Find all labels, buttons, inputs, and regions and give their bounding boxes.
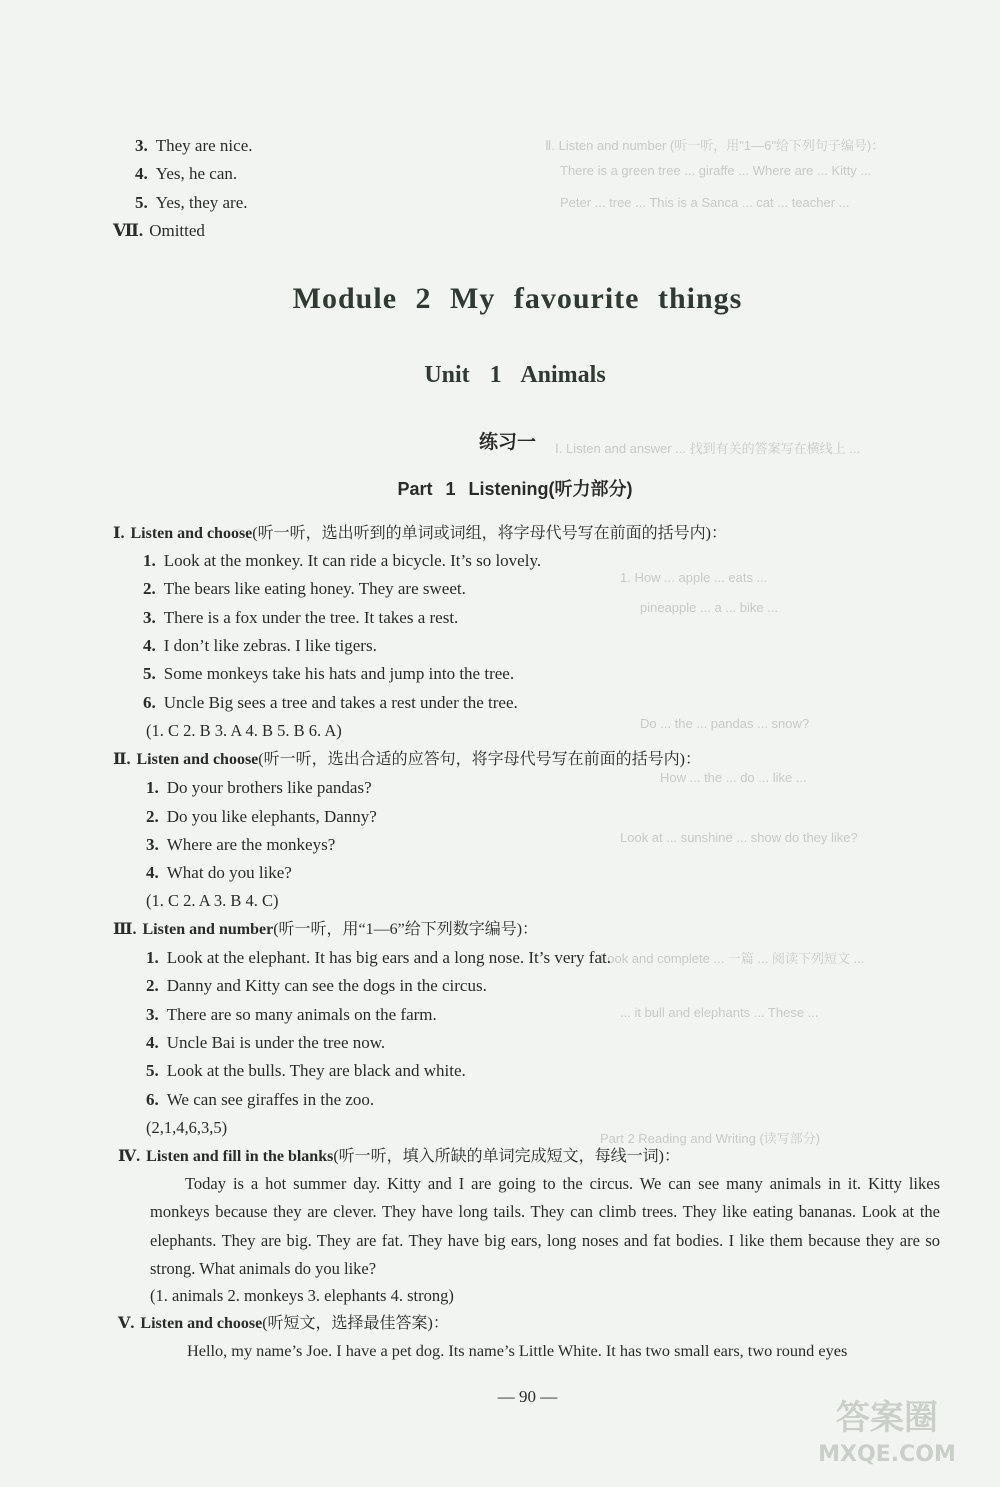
- section-heading: [113, 749, 701, 771]
- bleed-through: Do ... the ... pandas ... snow?: [640, 716, 810, 731]
- item-text: Danny and Kitty can see the dogs in the circus.: [166, 976, 487, 995]
- item-number: 4.: [146, 863, 159, 882]
- item-number: 5.: [146, 1061, 159, 1080]
- roman-numeral: Ⅳ.: [118, 1148, 141, 1165]
- item-text: Do your brothers like pandas?: [166, 778, 372, 797]
- watermark-graphic: [787, 1391, 982, 1469]
- watermark-bottom: MXQE.COM: [818, 1442, 956, 1467]
- item-text: There is a fox under the tree. It takes a rest.: [163, 608, 459, 627]
- answer-key: (1. animals 2. monkeys 3. elephants 4. strong): [150, 1286, 454, 1305]
- list-item: [146, 1060, 466, 1082]
- item-text: We can see giraffes in the zoo.: [166, 1090, 375, 1109]
- item-text: Uncle Big sees a tree and takes a rest under the tree.: [163, 693, 518, 712]
- roman-numeral: Ⅶ.: [113, 221, 144, 240]
- list-item: [146, 777, 372, 799]
- list-item: [135, 135, 253, 157]
- item-number: 1.: [143, 551, 156, 570]
- section-heading: [113, 523, 727, 545]
- bleed-through: Ⅱ. Listen and number (听一听，用"1—6"给下列句子编号)：: [545, 138, 885, 153]
- list-item: [143, 635, 377, 657]
- bleed-through: pineapple ... a ... bike ...: [640, 600, 779, 615]
- item-text: Uncle Bai is under the tree now.: [166, 1033, 386, 1052]
- item-text: Yes, he can.: [155, 164, 238, 183]
- section-note: (听一听，填入所缺的单词完成短文，每线一词)：: [333, 1148, 680, 1165]
- list-item: [143, 578, 466, 600]
- section-note: (听一听，用“1—6”给下列数字编号)：: [273, 921, 539, 938]
- list-item: [146, 947, 611, 969]
- section-heading: [118, 1146, 680, 1168]
- list-item: [143, 550, 541, 572]
- item-number: 2.: [146, 976, 159, 995]
- answer-key: (2,1,4,6,3,5): [146, 1118, 228, 1137]
- section-title: Listen and choose: [140, 1315, 263, 1332]
- item-number: 2.: [143, 579, 156, 598]
- list-item: [146, 1032, 385, 1054]
- passage-paragraph: Today is a hot summer day. Kitty and I are going to the circus. We can see many animals in it. Kitty likes monkeys because they are clever. They have long tails. They can climb trees. They like eating bananas. Look at the elephants. They are big. They are fat. They have big ears, long noses and fat bodies. I like them because they are so strong. What animals do you like?: [150, 1174, 940, 1278]
- item-number: 6.: [146, 1090, 159, 1109]
- item-text: There are so many animals on the farm.: [166, 1005, 437, 1024]
- item-text: Look at the elephant. It has big ears and a long nose. It’s very fat.: [166, 948, 611, 967]
- bleed-through: How ... the ... do ... like ...: [660, 770, 807, 785]
- list-item: [146, 1004, 437, 1026]
- answer-key: (1. C 2. A 3. B 4. C): [146, 891, 279, 910]
- item-number: 4.: [146, 1033, 159, 1052]
- item-number: 1.: [146, 778, 159, 797]
- bleed-through: Look at ... sunshine ... show do they like?: [620, 830, 858, 845]
- item-number: 1.: [146, 948, 159, 967]
- passage-line: Hello, my name’s Joe. I have a pet dog. Its name’s Little White. It has two small ears, two round eyes: [187, 1341, 848, 1360]
- bleed-through: Look and complete ... 一篇 ... 阅读下列短文 ...: [600, 951, 865, 966]
- section-title: Listen and choose: [130, 525, 253, 542]
- item-number: 3.: [135, 136, 148, 155]
- item-number: 3.: [146, 835, 159, 854]
- roman-numeral: Ⅰ.: [113, 525, 125, 542]
- section-title: Listen and fill in the blanks: [146, 1148, 334, 1165]
- omitted-text: Omitted: [149, 221, 205, 240]
- section-title: Listen and number: [142, 921, 274, 938]
- exercise-title: 练习一: [478, 431, 536, 453]
- list-item: [146, 862, 292, 884]
- section-note: (听一听，选出听到的单词或词组，将字母代号写在前面的括号内)：: [252, 525, 727, 542]
- bleed-through: Part 2 Reading and Writing (读写部分): [600, 1131, 821, 1146]
- item-text: Some monkeys take his hats and jump into the tree.: [163, 664, 515, 683]
- item-text: Look at the bulls. They are black and white.: [166, 1061, 466, 1080]
- roman-numeral: Ⅱ.: [113, 751, 131, 768]
- answer-key: (1. C 2. B 3. A 4. B 5. B 6. A): [146, 721, 342, 740]
- item-text: Look at the monkey. It can ride a bicycle. It’s so lovely.: [163, 551, 542, 570]
- item-number: 4.: [135, 164, 148, 183]
- list-item: [146, 975, 487, 997]
- omitted-line: [113, 220, 205, 242]
- item-text: I don’t like zebras. I like tigers.: [163, 636, 377, 655]
- roman-numeral: Ⅴ.: [118, 1315, 135, 1332]
- watermark-top: 答案圈: [836, 1398, 938, 1438]
- item-number: 5.: [135, 193, 148, 212]
- list-item: [135, 192, 248, 214]
- section-title: Listen and choose: [136, 751, 259, 768]
- section-note: (听一听，选出合适的应答句，将字母代号写在前面的括号内)：: [258, 751, 701, 768]
- item-number: 4.: [143, 636, 156, 655]
- module-title: Module 2 My favourite things: [292, 282, 743, 315]
- roman-numeral: Ⅲ.: [113, 921, 137, 938]
- list-item: [146, 1089, 374, 1111]
- item-number: 3.: [143, 608, 156, 627]
- list-item: [143, 692, 518, 714]
- section-heading: [118, 1313, 449, 1335]
- item-number: 3.: [146, 1005, 159, 1024]
- section-note: (听短文，选择最佳答案)：: [262, 1315, 449, 1332]
- item-text: What do you like?: [166, 863, 292, 882]
- item-number: 6.: [143, 693, 156, 712]
- list-item: [143, 607, 458, 629]
- list-item: [143, 663, 514, 685]
- unit-title: Unit 1 Animals: [424, 362, 606, 388]
- list-item: [135, 163, 237, 185]
- item-text: Do you like elephants, Danny?: [166, 807, 377, 826]
- list-item: [146, 834, 335, 856]
- bleed-through: Ⅰ. Listen and answer ... 找到有关的答案写在横线上 ...: [555, 441, 861, 456]
- page-number: — 90 —: [497, 1387, 558, 1406]
- item-text: The bears like eating honey. They are sweet.: [163, 579, 466, 598]
- bleed-through: 1. How ... apple ... eats ...: [620, 570, 768, 585]
- bleed-through: ... it bull and elephants ... These ...: [620, 1005, 819, 1020]
- section-heading: [113, 919, 538, 941]
- part-title: Part 1 Listening(听力部分): [397, 479, 633, 499]
- bleed-through: There is a green tree ... giraffe ... Where are ... Kitty ...: [560, 163, 872, 178]
- item-number: 5.: [143, 664, 156, 683]
- item-text: Yes, they are.: [155, 193, 248, 212]
- item-text: Where are the monkeys?: [166, 835, 336, 854]
- bleed-through: Peter ... tree ... This is a Sanca ... cat ... teacher ...: [560, 195, 850, 210]
- item-text: They are nice.: [155, 136, 253, 155]
- watermark-logo: [787, 1391, 982, 1469]
- item-number: 2.: [146, 807, 159, 826]
- list-item: [146, 806, 377, 828]
